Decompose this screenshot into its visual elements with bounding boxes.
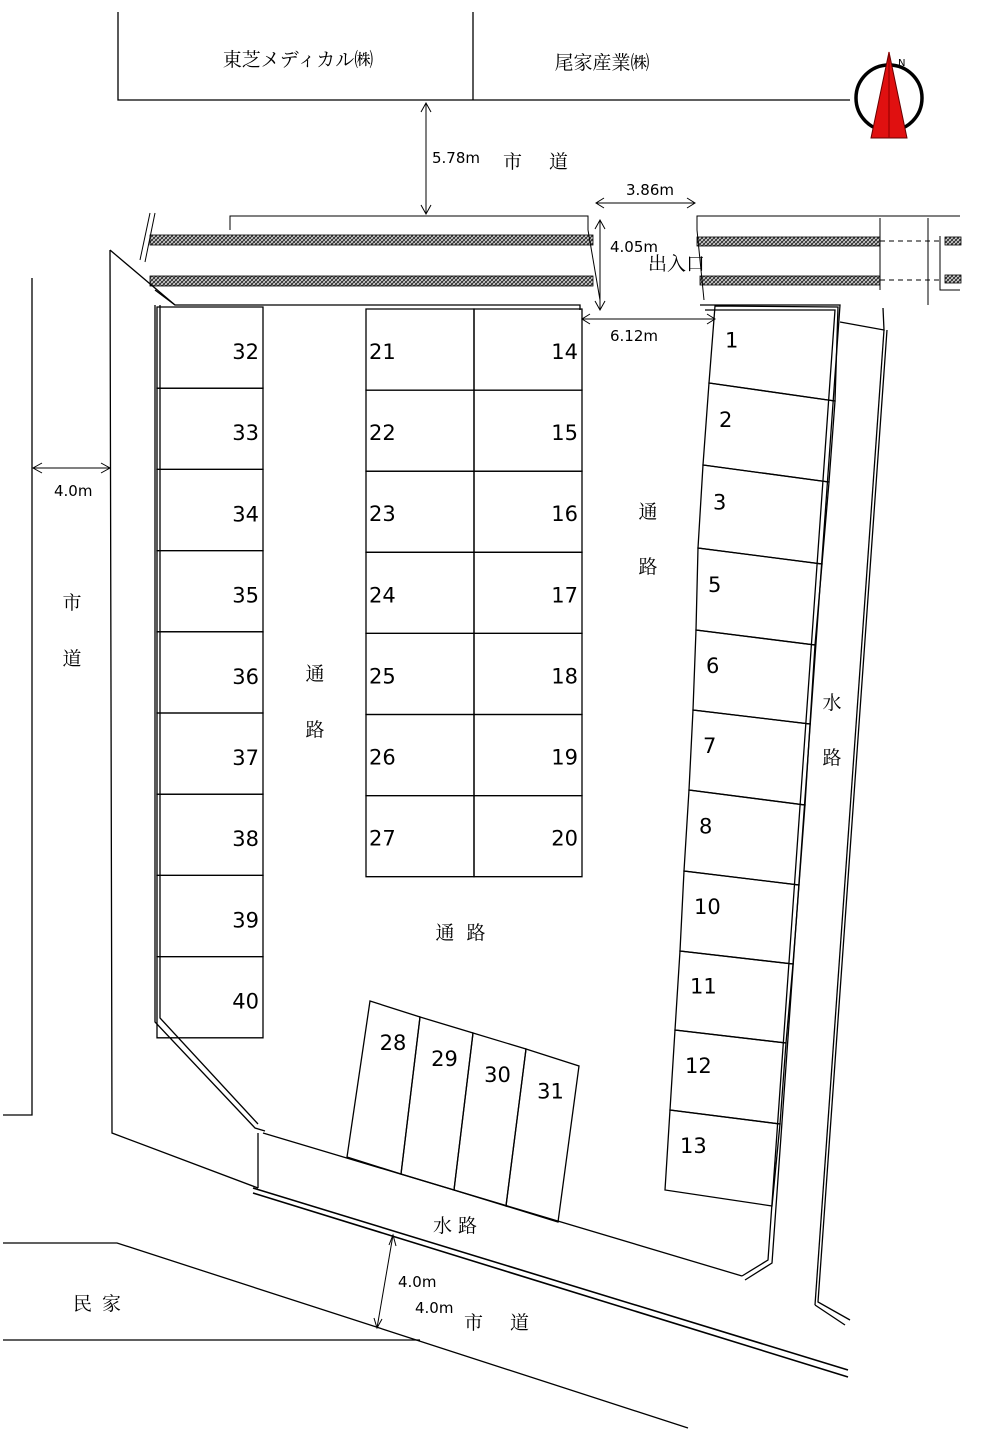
parking-space-number: 7: [703, 734, 717, 758]
left-road-label-2: 道: [62, 648, 82, 670]
passage-left-2: 路: [305, 719, 325, 741]
water-right-label-2: 路: [822, 747, 842, 769]
parking-space-outline: [709, 306, 838, 401]
water-bottom-label: 水 路: [433, 1215, 478, 1237]
parking-space-outline: [401, 1017, 473, 1190]
dim-entrance-top: 3.86m: [626, 181, 675, 199]
parking-space: [157, 875, 263, 956]
parking-space: [670, 1030, 786, 1124]
dim-entrance-bottom: 6.12m: [610, 327, 659, 345]
parking-space-number: 35: [232, 583, 259, 608]
parking-space: [474, 633, 582, 714]
entrance-label: 出入口: [648, 253, 706, 275]
parking-space: [157, 957, 263, 1038]
neighbor-right-label: 尾家産業㈱: [554, 52, 650, 74]
curb-top-right: [697, 237, 880, 246]
parking-space: [680, 871, 799, 964]
parking-space: [474, 796, 582, 877]
passage-right-1: 通: [638, 501, 658, 523]
neighbor-left-label: 東芝メディカル㈱: [222, 49, 374, 71]
parking-space-number: 3: [713, 490, 727, 515]
dim-bottom-road-2: 4.0m: [415, 1299, 454, 1317]
parking-space: [696, 548, 822, 645]
north-compass-icon: [856, 52, 922, 138]
parking-space: [454, 1033, 526, 1206]
parking-space: [157, 551, 263, 632]
parking-space-number: 6: [706, 654, 720, 678]
parking-space-number: 28: [379, 1031, 407, 1055]
passage-right-2: 路: [638, 556, 658, 578]
parking-space: [366, 552, 474, 633]
parking-space-outline: [698, 465, 829, 564]
parking-space-number: 40: [232, 989, 259, 1014]
parking-space: [506, 1049, 579, 1222]
parking-space: [675, 951, 793, 1043]
parking-space-number: 5: [708, 573, 722, 597]
curb-bottom-left: [150, 276, 593, 286]
parking-space: [401, 1017, 473, 1190]
parking-space: [684, 790, 805, 885]
parking-spaces: [157, 306, 838, 1222]
dim-entrance-depth: 4.05m: [610, 238, 659, 256]
parking-space-number: 37: [232, 746, 259, 770]
parking-space-number: 29: [431, 1047, 458, 1071]
parking-space: [709, 306, 838, 401]
parking-space-number: 36: [232, 664, 259, 689]
parking-space-number: 12: [685, 1054, 712, 1078]
passage-labels: [305, 501, 657, 944]
parking-space: [366, 471, 474, 552]
lot-boundary: [110, 250, 840, 1280]
left-road-label-1: 市: [62, 592, 82, 614]
parking-space: [366, 715, 474, 796]
parking-space-number: 26: [369, 745, 396, 770]
parking-space-outline: [506, 1049, 579, 1222]
parking-space-number: 23: [369, 502, 396, 527]
parking-space: [347, 1001, 420, 1174]
bottom-road: [3, 1235, 688, 1428]
parking-space: [157, 388, 263, 469]
parking-space: [474, 552, 582, 633]
frontage-strip: [140, 213, 961, 305]
dim-left-road: 4.0m: [54, 482, 93, 500]
parking-space-number: 20: [551, 826, 578, 851]
parking-space: [474, 390, 582, 471]
parking-space: [157, 713, 263, 794]
curb-bottom-right: [700, 276, 880, 285]
bottom-road-label: 市 道: [464, 1312, 534, 1334]
parking-space: [474, 471, 582, 552]
curb-top-left: [150, 235, 593, 245]
parking-space-number: 38: [232, 827, 259, 852]
parking-space-number: 22: [369, 421, 396, 446]
neighbor-block: [118, 12, 850, 100]
parking-space-number: 13: [680, 1134, 707, 1158]
parking-space: [698, 465, 829, 564]
parking-space: [693, 630, 815, 724]
entrance: [582, 181, 715, 345]
parking-space: [157, 307, 263, 388]
parking-space: [366, 309, 474, 390]
parking-space: [474, 715, 582, 796]
water-right-label-1: 水: [822, 692, 842, 714]
parking-space: [366, 633, 474, 714]
passage-center: 通 路: [435, 922, 489, 944]
parking-space: [665, 1110, 780, 1206]
top-road-dimension: [421, 103, 572, 214]
parking-space-number: 27: [369, 826, 396, 851]
parking-space-number: 33: [232, 421, 259, 446]
parking-space-outline: [454, 1033, 526, 1206]
top-road-label: 市 道: [503, 151, 573, 173]
right-waterway: [815, 308, 887, 1325]
parking-space-number: 19: [551, 745, 578, 770]
parking-space-number: 15: [551, 421, 578, 446]
left-road: [3, 278, 110, 1115]
passage-left-1: 通: [305, 663, 325, 685]
parking-space-number: 1: [725, 328, 739, 353]
parking-space-number: 32: [232, 340, 259, 364]
parking-space-number: 17: [551, 583, 578, 608]
parking-space-outline: [665, 1110, 780, 1206]
parking-space-number: 21: [369, 340, 396, 364]
parking-space: [157, 632, 263, 713]
parking-space-number: 24: [369, 583, 396, 608]
parking-space-number: 14: [551, 340, 578, 364]
parking-space-number: 18: [551, 664, 578, 689]
parking-space: [366, 390, 474, 471]
parking-space-number: 25: [369, 664, 396, 689]
parking-space-number: 39: [232, 908, 259, 933]
parking-space-number: 16: [551, 502, 578, 527]
parking-space: [157, 469, 263, 550]
dim-top-road: 5.78m: [432, 149, 481, 167]
dim-bottom-road-1: 4.0m: [398, 1273, 437, 1291]
parking-space-number: 34: [232, 502, 259, 527]
parking-space-number: 2: [719, 408, 733, 432]
parking-space-number: 30: [484, 1063, 511, 1087]
parking-space-number: 8: [699, 814, 713, 839]
parking-space-outline: [347, 1001, 420, 1174]
house-label: 民 家: [73, 1293, 124, 1315]
parking-space: [474, 309, 582, 390]
parking-space: [366, 796, 474, 877]
compass-north-label: N: [898, 58, 906, 69]
parking-space: [689, 710, 810, 805]
parking-space-number: 31: [537, 1079, 564, 1104]
parking-space-number: 11: [690, 974, 717, 999]
parking-space: [157, 794, 263, 875]
parking-space-number: 10: [694, 895, 721, 919]
